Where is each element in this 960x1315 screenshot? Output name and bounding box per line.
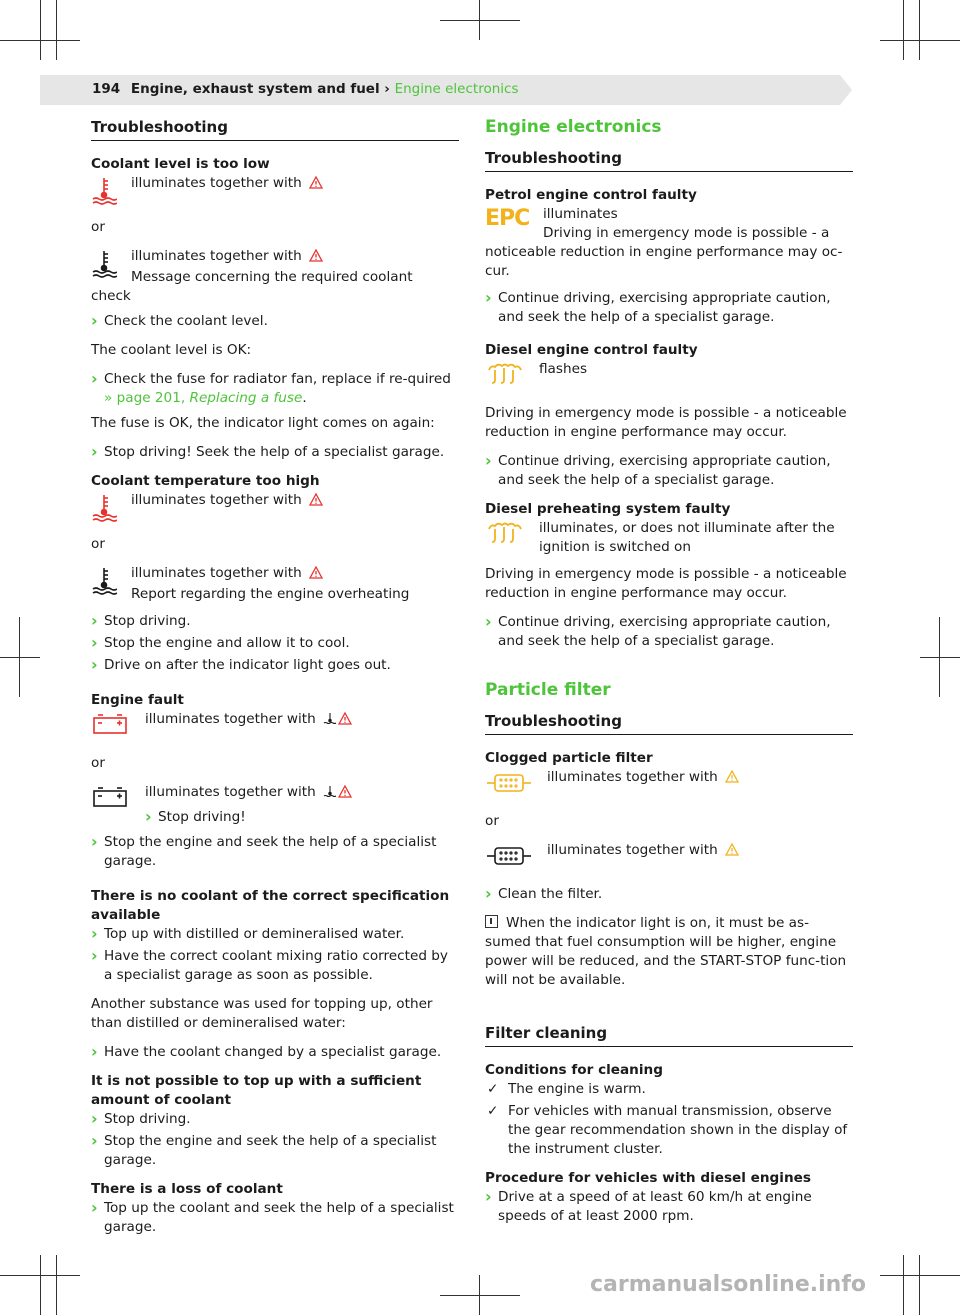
procedure-heading: Procedure for vehicles with diesel engines — [485, 1170, 811, 1186]
section-title: Troubleshooting — [485, 712, 853, 735]
warning-triangle-yellow-icon — [725, 770, 739, 789]
action-bullet: › Check the coolant level. — [91, 312, 459, 331]
warning-triangle-red-icon — [309, 176, 323, 195]
glow-plug-icon — [485, 521, 523, 551]
section-title: Troubleshooting — [91, 118, 459, 141]
crop-mark — [880, 40, 960, 41]
engine-fault-case2: illuminates together with › Stop driving! — [91, 783, 459, 827]
action-bullet: › Stop driving! Seek the help of a specialist garage. — [91, 443, 459, 462]
right-column: Engine electronics Troubleshooting Petrol engine control faulty EPC illuminates Driving in emergency mode is possible - a noticeable reduction in engine performance may oc-cur. › Continue driving, exercising appropriate caution, and seek the help of a specialist garage. Diesel engine control faulty flashes Driving in emergency mode is possible - a noticeable reduction in engine performance may occur. › Continue driving, exercising appropriate caution, and seek the help of a specialist garage. Diesel preheating system faulty illuminates, or does not illuminate after the ignition is switched on Driving in emergency mode is possible - a noticeable reduction in engine performance may occur. › Continue driving, exercising appropriate caution, and seek the help of a specialist garage. Particle filter Troubleshooting Clogged particle filter illuminates together with or illuminates together with › Clean the filter. When the indicator light is on, it must be as-sumed that fuel consumption will be higher, engine power will be reduced, and the START-STOP func-tion will not be available. Filter cleaning Conditions for cleaning ✓ The engine is warm. ✓ For vehicles with manual transmission, observe the gear recommendation shown in the display of the instrument cluster. Procedure for vehicles with diesel engines › Drive at a speed of at least 60 km/h at engine speeds of at least 2000 rpm. — [485, 118, 853, 1229]
not-possible-heading: It is not possible to top up with a sufficient amount of coolant — [91, 1073, 422, 1108]
breadcrumb-separator: › — [379, 81, 395, 97]
epc-icon: EPC — [485, 206, 530, 231]
checkmark-icon: ✓ — [487, 1103, 499, 1119]
crop-mark — [880, 1275, 960, 1276]
warning-triangle-red-icon — [309, 566, 323, 585]
action-bullet: › Stop driving! — [145, 808, 459, 827]
action-bullet: › Clean the filter. — [485, 885, 853, 904]
crop-mark — [440, 1295, 520, 1296]
coolant-temp-red-icon — [91, 176, 117, 212]
action-bullet: › Drive at a speed of at least 60 km/h at engine speeds of at least 2000 rpm. — [485, 1188, 853, 1226]
page-number: 194 — [92, 81, 121, 97]
particle-filter-icon — [485, 843, 533, 875]
chapter-title: Particle filter — [485, 680, 611, 700]
preheat-heading: Diesel preheating system faulty — [485, 501, 731, 517]
warning-triangle-red-icon — [309, 249, 323, 268]
action-bullet: › Check the fuse for radiator fan, replace if re-quired » page 201, Replacing a fuse. — [91, 370, 459, 408]
crop-mark — [0, 657, 40, 658]
action-bullet: › Have the correct coolant mixing ratio corrected by a specialist garage as soon as possible. — [91, 947, 459, 985]
breadcrumb-current[interactable]: Engine electronics — [394, 81, 519, 97]
engine-fault-case1: illuminates together with — [91, 710, 459, 740]
chapter-title: Engine electronics — [485, 117, 662, 137]
crop-mark — [939, 617, 940, 697]
coolant-low-case1: illuminates together with — [91, 174, 459, 204]
breadcrumb — [92, 81, 518, 97]
diesel-case: flashes — [485, 360, 853, 390]
preheat-case: illuminates, or does not illuminate after the ignition is switched on — [485, 519, 853, 557]
action-bullet: › Top up the coolant and seek the help of a specialist garage. — [91, 1199, 459, 1237]
action-bullet: › Stop the engine and allow it to cool. — [91, 634, 459, 653]
header-arrow — [840, 75, 852, 105]
crop-mark — [919, 0, 920, 60]
warning-triangle-yellow-icon — [725, 843, 739, 862]
action-bullet: › Drive on after the indicator light goes out. — [91, 656, 459, 675]
action-bullet: › Stop driving. — [91, 1110, 459, 1129]
clogged-case2: illuminates together with — [485, 841, 853, 871]
petrol-case: EPC illuminates Driving in emergency mode is possible - a noticeable reduction in engine performance may oc-cur. — [485, 206, 843, 279]
coolant-high-case1: illuminates together with — [91, 491, 459, 521]
action-bullet: › Stop driving. — [91, 612, 459, 631]
action-bullet: › Continue driving, exercising appropriate caution, and seek the help of a specialist garage. — [485, 452, 853, 490]
diesel-heading: Diesel engine control faulty — [485, 342, 698, 358]
coolant-low-heading: Coolant level is too low — [91, 156, 270, 172]
crop-mark — [56, 1255, 57, 1315]
battery-icon — [91, 785, 129, 815]
crop-mark — [903, 0, 904, 60]
clogged-heading: Clogged particle filter — [485, 750, 653, 766]
crop-mark — [919, 1255, 920, 1315]
loss-heading: There is a loss of coolant — [91, 1181, 283, 1197]
conditions-heading: Conditions for cleaning — [485, 1062, 663, 1078]
crop-mark — [920, 657, 960, 658]
section-title: Filter cleaning — [485, 1024, 853, 1047]
section-title: Troubleshooting — [485, 149, 853, 172]
coolant-temp-icon — [91, 249, 117, 285]
engine-fault-heading: Engine fault — [91, 692, 184, 708]
particle-filter-yellow-icon — [485, 770, 533, 802]
check-item: ✓ For vehicles with manual transmission, observe the gear recommendation shown in the display of the instrument cluster. — [487, 1103, 848, 1157]
action-bullet: › Top up with distilled or demineralised water. — [91, 925, 459, 944]
note-icon — [485, 915, 498, 928]
page-link[interactable]: » page 201, Replacing a fuse — [104, 390, 303, 406]
coolant-high-heading: Coolant temperature too high — [91, 473, 320, 489]
coolant-low-case2: illuminates together with Message concerning the required coolant check — [91, 248, 413, 304]
crop-mark — [903, 1255, 904, 1315]
checkmark-icon: ✓ — [487, 1081, 499, 1097]
watermark: carmanualsonline.info — [590, 1272, 866, 1297]
crop-mark — [40, 1255, 41, 1315]
no-coolant-heading: There is no coolant of the correct specification available — [91, 888, 450, 923]
action-bullet: › Stop the engine and seek the help of a specialist garage. — [91, 1132, 459, 1170]
warning-triangle-red-icon — [338, 785, 352, 804]
coolant-high-case2: illuminates together with Report regarding the engine overheating — [91, 564, 459, 604]
glow-plug-icon — [485, 362, 523, 392]
left-column: Troubleshooting Coolant level is too low illuminates together with or illuminates together with Message concerning the required coolant check › Check the coolant level. The coolant level is OK: › Check the fuse for radiator fan, replace if re-quired » page 201, Replacing a fuse. The fuse is OK, the indicator light comes on again: › Stop driving! Seek the help of a specialist garage. Coolant temperature too high illuminates together with or illuminates together with Report regarding the engine overheating › Stop driving. › Stop the engine and allow it to cool. › Drive on after the indicator light goes out. Engine fault illuminates together with or illuminates together with › Stop driving! › Stop the engine and seek the help of a specialist garage. There is no coolant of the correct specification available › Top up with distilled or demineralised water. › Have the correct coolant mixing ratio corrected by a specialist garage as soon as possible. Another substance was used for topping up, other than distilled or demineralised water: › Have the coolant changed by a specialist garage. It is not possible to top up with a sufficient amount of coolant › Stop driving. › Stop the engine and seek the help of a specialist garage. There is a loss of coolant › Top up the coolant and seek the help of a specialist garage. — [91, 118, 459, 1240]
crop-mark — [479, 1275, 480, 1315]
warning-triangle-red-icon — [338, 712, 352, 731]
crop-mark — [440, 20, 520, 21]
clogged-case1: illuminates together with — [485, 768, 853, 798]
action-bullet: › Continue driving, exercising appropriate caution, and seek the help of a specialist garage. — [485, 613, 853, 651]
crop-mark — [19, 617, 20, 697]
action-bullet: › Have the coolant changed by a specialist garage. — [91, 1043, 459, 1062]
crop-mark — [479, 0, 480, 40]
check-item: ✓ The engine is warm. — [487, 1081, 646, 1097]
warning-triangle-red-icon — [309, 493, 323, 512]
breadcrumb-section[interactable]: Engine, exhaust system and fuel — [130, 81, 380, 97]
crop-mark — [40, 0, 41, 60]
action-bullet: › Continue driving, exercising appropriate caution, and seek the help of a specialist garage. — [485, 289, 853, 327]
coolant-small-icon — [323, 712, 337, 731]
note: When the indicator light is on, it must be as-sumed that fuel consumption will be higher, engine power will be reduced, and the START-STOP func-tion will not be available. — [485, 915, 847, 988]
coolant-temp-red-icon — [91, 493, 117, 529]
battery-red-icon — [91, 712, 129, 742]
action-bullet: › Stop the engine and seek the help of a specialist garage. — [91, 833, 459, 871]
coolant-temp-icon — [91, 566, 117, 602]
crop-mark — [56, 0, 57, 60]
petrol-heading: Petrol engine control faulty — [485, 187, 697, 203]
coolant-small-icon — [323, 785, 337, 804]
